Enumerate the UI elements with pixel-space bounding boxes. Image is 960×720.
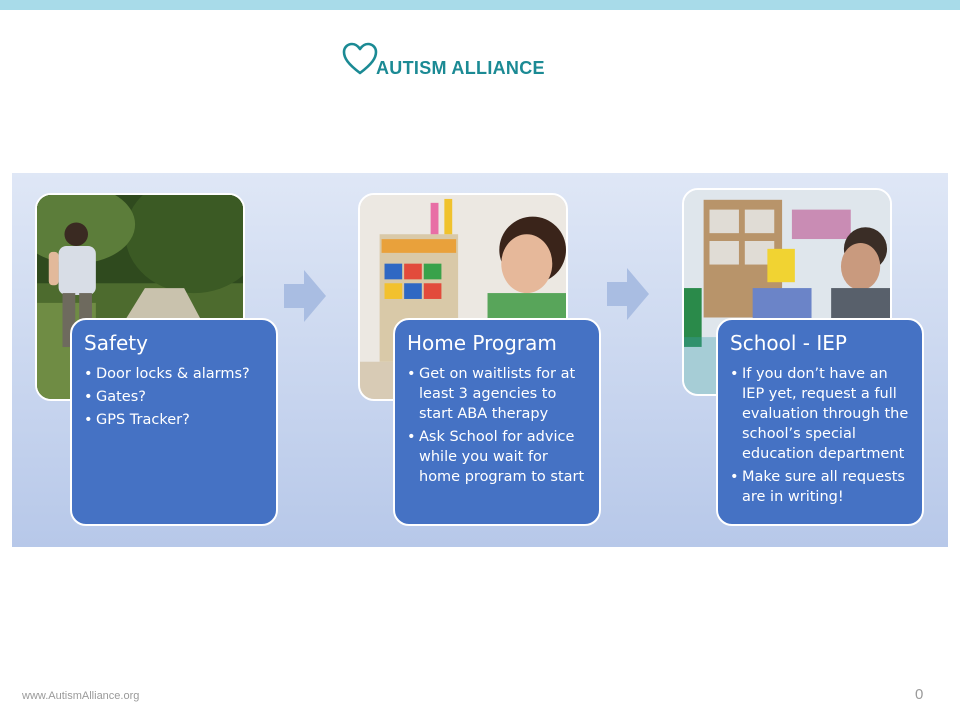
page-number: 0 bbox=[915, 686, 924, 703]
brand-logo bbox=[342, 42, 572, 82]
card-title: Safety bbox=[84, 331, 148, 355]
heart-icon bbox=[342, 42, 378, 78]
bullet-list bbox=[730, 364, 912, 507]
bullet-list bbox=[84, 364, 266, 430]
card-title: Home Program bbox=[407, 331, 557, 355]
top-accent-bar bbox=[0, 0, 960, 10]
safety-card bbox=[70, 318, 278, 526]
bullet-item: • Ask School for advice while you wait for home program to start bbox=[407, 427, 589, 487]
bullet-list bbox=[407, 364, 589, 487]
bullet-item: • Gates? bbox=[84, 387, 266, 407]
card-title: School - IEP bbox=[730, 331, 847, 355]
arrow-right-icon bbox=[607, 268, 649, 320]
bullet-item: • If you don’t have an IEP yet, request a full evaluation through the school’s special education department bbox=[730, 364, 912, 464]
footer-url: www.AutismAlliance.org bbox=[22, 690, 140, 702]
bullet-item: • Make sure all requests are in writing! bbox=[730, 467, 912, 507]
home-program-card bbox=[393, 318, 601, 526]
arrow-right-icon bbox=[284, 270, 326, 322]
school-iep-card bbox=[716, 318, 924, 526]
bullet-item: • Door locks & alarms? bbox=[84, 364, 266, 384]
bullet-item: • GPS Tracker? bbox=[84, 410, 266, 430]
brand-name: AUTISM ALLIANCE bbox=[376, 58, 545, 78]
bullet-item: • Get on waitlists for at least 3 agencies to start ABA therapy bbox=[407, 364, 589, 424]
